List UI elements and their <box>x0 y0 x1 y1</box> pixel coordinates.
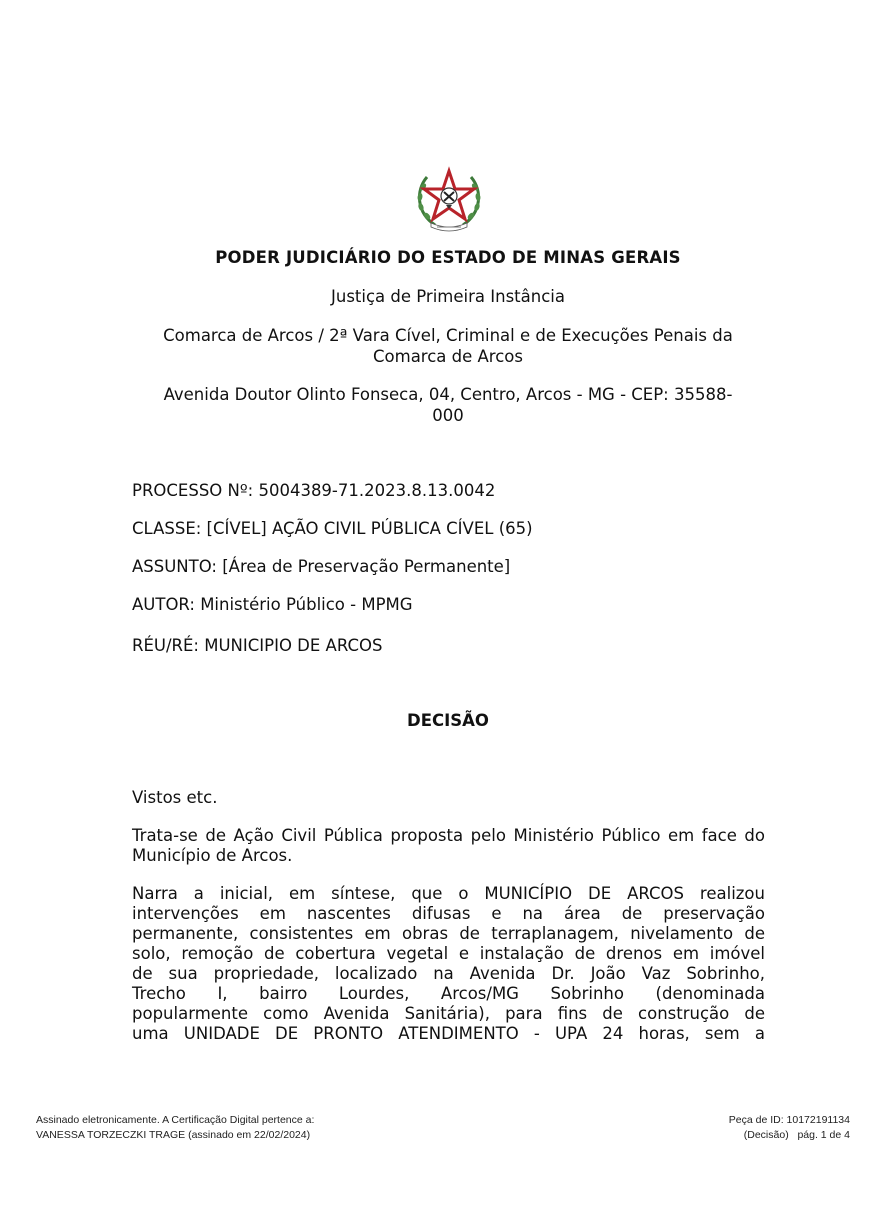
process-defendant: RÉU/RÉ: MUNICIPIO DE ARCOS <box>132 636 383 655</box>
court-name-line-2: Comarca de Arcos <box>373 347 523 366</box>
process-subject: ASSUNTO: [Área de Preservação Permanente] <box>132 557 511 576</box>
signature-line-2: VANESSA TORZECZKI TRAGE (assinado em 22/02/2024) <box>36 1129 311 1141</box>
paragraph-line: uma UNIDADE DE PRONTO ATENDIMENTO - UPA 24 horas, sem a <box>132 1024 765 1043</box>
court-title: PODER JUDICIÁRIO DO ESTADO DE MINAS GERAIS <box>215 248 681 267</box>
court-address-line-2: 000 <box>432 406 464 425</box>
paragraph-line: popularmente como Avenida Sanitária), para fins de construção de <box>132 1004 765 1023</box>
paragraph-line: Trecho I, bairro Lourdes, Arcos/MG Sobrinho (denominada <box>132 984 765 1003</box>
paragraph-line: solo, remoção de cobertura vegetal e instalação de drenos em imóvel <box>132 944 765 963</box>
coat-of-arms-icon <box>413 165 485 233</box>
page-indicator: (Decisão) pág. 1 de 4 <box>743 1129 850 1141</box>
court-address <box>130 384 766 426</box>
instance-subtitle: Justiça de Primeira Instância <box>331 287 565 306</box>
process-class: CLASSE: [CÍVEL] AÇÃO CIVIL PÚBLICA CÍVEL (65) <box>132 519 533 538</box>
signature-footer <box>36 1113 314 1143</box>
paragraph-line: intervenções em nascentes difusas e na área de preservação <box>132 904 765 923</box>
court-name-line-1: Comarca de Arcos / 2ª Vara Cível, Criminal e de Execuções Penais da <box>163 326 733 345</box>
court-address-line-1: Avenida Doutor Olinto Fonseca, 04, Centro, Arcos - MG - CEP: 35588- <box>163 385 733 404</box>
signature-line-1: Assinado eletronicamente. A Certificação Digital pertence a: <box>36 1114 315 1126</box>
decision-heading: DECISÃO <box>407 711 489 730</box>
decision-paragraph-3 <box>132 884 765 1044</box>
document-id: Peça de ID: 10172191134 <box>728 1114 850 1126</box>
decision-paragraph-1: Vistos etc. <box>132 788 218 807</box>
process-number: PROCESSO Nº: 5004389-71.2023.8.13.0042 <box>132 481 496 500</box>
paragraph-line: de sua propriedade, localizado na Avenida Dr. João Vaz Sobrinho, <box>132 964 765 983</box>
paragraph-line: Narra a inicial, em síntese, que o MUNICÍPIO DE ARCOS realizou <box>132 884 765 903</box>
paragraph-line: permanente, consistentes em obras de terraplanagem, nivelamento de <box>132 924 765 943</box>
court-name <box>130 325 766 367</box>
process-plaintiff: AUTOR: Ministério Público - MPMG <box>132 595 413 614</box>
decision-paragraph-2: Trata-se de Ação Civil Pública proposta pelo Ministério Público em face do Município de Arcos. <box>132 826 765 865</box>
document-id-footer <box>729 1113 850 1143</box>
